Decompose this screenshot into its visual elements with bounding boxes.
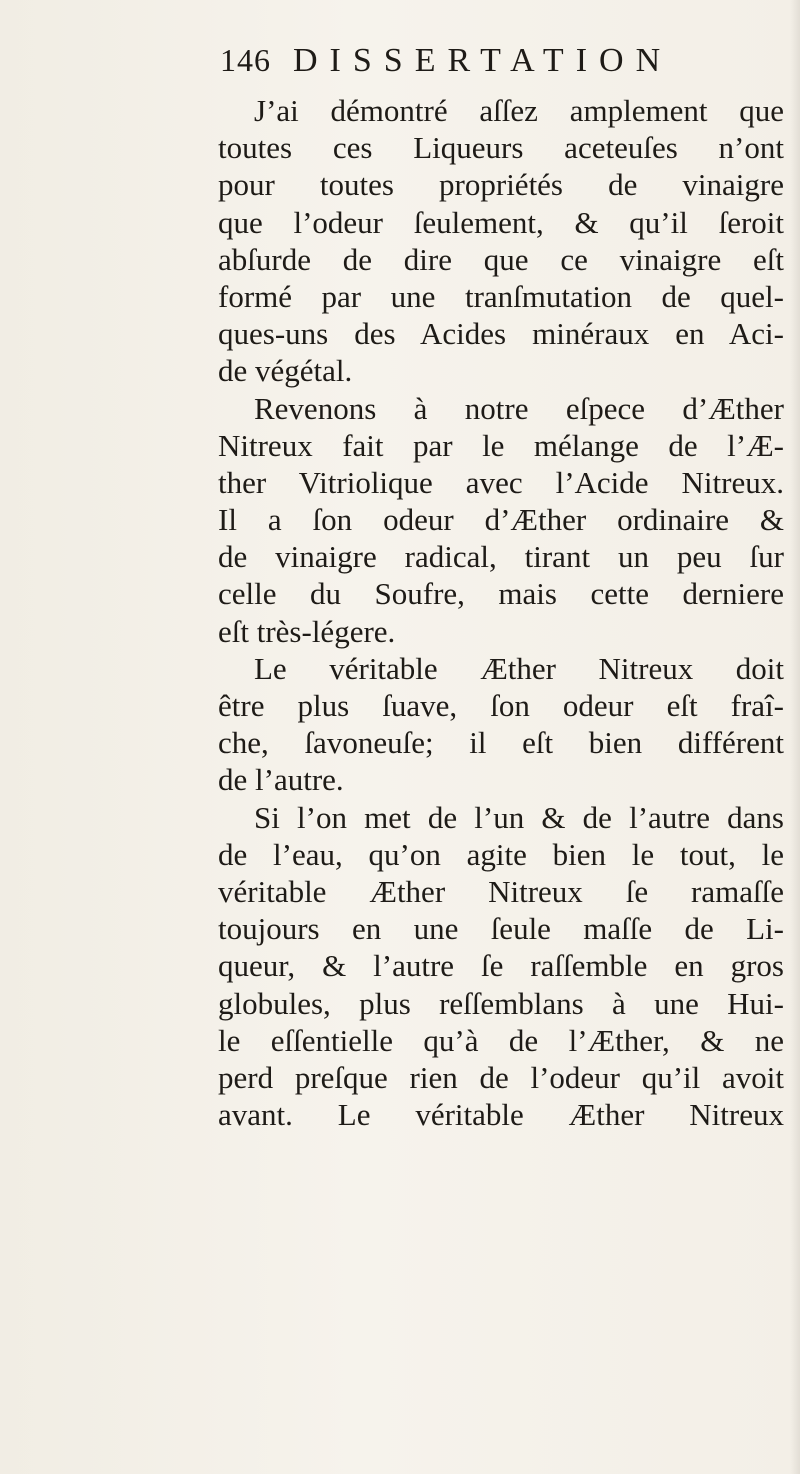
- text-line: abſurde de dire que ce vinaigre eſt: [218, 241, 784, 277]
- text-line: ques-uns des Acides minéraux en Aci-: [218, 316, 784, 352]
- text-line: de l’eau, qu’on agite bien le tout, le: [218, 836, 784, 872]
- paragraph-2: [218, 390, 784, 650]
- page-number: 146: [220, 42, 271, 78]
- paragraph-4: [218, 799, 784, 1134]
- text-line: de vinaigre radical, tirant un peu ſur: [218, 539, 784, 575]
- text-line: perd preſque rien de l’odeur qu’il avoit: [218, 1059, 784, 1095]
- text-line: toujours en une ſeule maſſe de Li-: [218, 911, 784, 947]
- text-line: eſt très-légere.: [218, 613, 396, 649]
- paragraph-1: [218, 92, 784, 390]
- text-line: Revenons à notre eſpece d’Æther: [254, 390, 784, 426]
- text-line: che, ſavoneuſe; il eſt bien différent: [218, 725, 784, 761]
- text-line: Le véritable Æther Nitreux doit: [254, 650, 784, 686]
- text-line: véritable Æther Nitreux ſe ramaſſe: [218, 873, 784, 909]
- text-line: ther Vitriolique avec l’Acide Nitreux.: [218, 464, 784, 500]
- text-line: avant. Le véritable Æther Nitreux: [218, 1097, 784, 1133]
- text-line: formé par une tranſmutation de quel-: [218, 278, 784, 314]
- text-line: pour toutes propriétés de vinaigre: [218, 167, 784, 203]
- text-line: que l’odeur ſeulement, & qu’il ſeroit: [218, 204, 784, 240]
- text-line: le eſſentielle qu’à de l’Æther, & ne: [218, 1022, 784, 1058]
- paragraph-3: [218, 650, 784, 799]
- text-line: queur, & l’autre ſe raſſemble en gros: [218, 948, 784, 984]
- body-text: [218, 92, 784, 1133]
- page-header: [220, 42, 672, 86]
- text-line: toutes ces Liqueurs aceteuſes n’ont: [218, 130, 784, 166]
- text-line: de l’autre.: [218, 762, 344, 798]
- text-line: Si l’on met de l’un & de l’autre dans: [254, 799, 784, 835]
- page-edge-shadow: [790, 0, 800, 1474]
- text-line: être plus ſuave, ſon odeur eſt fraî-: [218, 688, 784, 723]
- text-line: de végétal.: [218, 353, 353, 389]
- text-line: Il a ſon odeur d’Æther ordinaire &: [218, 502, 784, 538]
- running-head: DISSERTATION: [293, 42, 673, 79]
- text-line: globules, plus reſſemblans à une Hui-: [218, 985, 784, 1021]
- text-line: J’ai démontré aſſez amplement que: [254, 93, 784, 128]
- text-line: Nitreux fait par le mélange de l’Æ-: [218, 427, 784, 463]
- text-line: celle du Soufre, mais cette derniere: [218, 576, 784, 612]
